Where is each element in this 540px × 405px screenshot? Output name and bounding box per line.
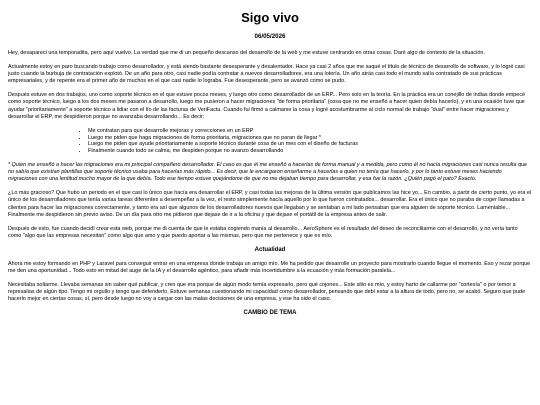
page-title: Sigo vivo	[241, 10, 299, 25]
paragraph-previous-jobs: Después estuve en dos trabajos, uno como soporte técnico en el que estuve pocos meses, y luego otro como desarrollador de un ERP... Pero solo en la teoría. En la práctica era un conejillo de indias donde empecé como soporte técnico, luego a los dos meses me pasaron a desarrollo, luego me pusieron a hacer migraciones "de forma prioritaria" (cosa que no me enseñó a hacer quien debía hacerlo), y en una ocasión tuve que ayudar "prioritariamente" a soporte técnico a lidiar con el lío de las facturas de VeriFactu. Cuando fui firmó a calmarse la cosa y logré acostumbrarme al ciclo normal de trabajo "dual" entre hacer migraciones y desarrollar el ERP, me despidieron porque no avanzaba desarrollando... Es decir:	[8, 92, 526, 121]
section-heading-cambio-de-tema: CAMBIO DE TEMA	[243, 310, 297, 317]
list-item: • Me contratan para que desarrolle mejoras y correcciones en un ERP	[88, 128, 532, 135]
footnote: * Quien me enseñó a hacer las migraciones era mi principal compañero desarrollador. El caso es que él me enseñó a hacerlas de forma manual y a medida, pero como él no hacía migraciones casi nunca resulta que no sabía que existían plantillas que soporte técnico usaba para hacerlas más rápido... Es decir, que le encargaron enseñarme a hacerlas a quien no tenía que hacerlo, y por lo tanto estuve meses haciendo migraciones con una lentitud mucho mayor de la que debía. Todo ese tiempo estuve quejándome de que no me dejaban tiempo para desarrollar, y esa fue la razón. ¿Quién pagó el pato? Exacto.	[8, 161, 528, 183]
post-date: 06/05/2026	[254, 33, 286, 40]
paragraph-venting: Necesitaba soltarme. Llevaba semanas sin saber qué publicar, y creo que era porque de algún modo temía expresarlo, pero qué cojones... Este sitio es mío, y estoy harto de callarme por "cortesía" o por temor a represalias de algún tipo. Tengo mi orgullo y tengo que defenderlo. Estuve semanas cuestionando mi capacidad como desarrollador, pensando que debí estar a la altura de todo, pero no, se acabó. Seguro que pude hacerlo mejor en ciertas cosas, sí, pero desde luego no voy a cargar con las malas decisiones de una empresa, y ese ha sido el caso.	[8, 281, 526, 303]
list-item: • Luego me piden que ayude prioritariamente a soporte técnico durante cosa de un mes con el diseño de facturas	[88, 141, 532, 148]
paragraph-job-search: Actualmente estoy en paro buscando trabajo como desarrollador, y está siendo bastante desesperante y desalentador. Hace ya casi 2 años que me saqué el título de técnico de desarrollo de software, y lo logré casi justo cuando la burbuja de contratación explotó. De un año para otro, casi nadie podía contratar a nuevos desarrolladores, era una lotería. Un año atrás casi todo el mundo salía contratado de sus prácticas empresariales, y de repente era el primer año de muchos en el que casi nadie lo lograba. Fue desesperante, pero se avanzó como se pudo.	[8, 63, 525, 85]
paragraph-training: Ahora me estoy formando en PHP y Laravel para conseguir entrar en una empresa donde trabaja un amigo mío. Me ha pedido que desarrolle un proyecto para mostrarlo cuando llegue el momento. Eso y rezar porque me den una oportunidad... Todo esto en mitad del auge de la IA y el desarrollo agéntico, para añadir más incertidumbre a la ecuación y más formación paralela...	[8, 260, 531, 275]
paragraph-funny-part: ¿Lo más gracioso? Que hubo un periodo en el que casi lo único que hacía era desarrollar el ERP, y casi todas las mejoras de la última versión que publicamos las hice yo... En cambio, a partir de cierto punto, yo era el único de los desarrolladores que tenía varias tareas diferentes a desempeñar a la vez, el resto simplemente hacía aquello por lo que fueron contratados... desarrollar. Era el único que no paraba de coger llamadas a clientes para hacer las migraciones correctamente, y tanto era así que algunos de los desarrolladores nuevos que llegaban y se sentaban a mi lado pensaban que era alguien de soporte técnico. Lamentable... Finalmente me despidieron sin previo aviso. De un día para otro me pidieron que dejase de ir a la oficina y que dejase el portátil de la empresa antes de salir.	[8, 189, 532, 218]
paragraph-intro: Hey, desapareci una temporadita, pero aquí vuelvo. La verdad que me di un pequeño descanso del desarrollo de la web y me estuve centrando en otras cosas. Daré algo de contexto de la situación.	[8, 50, 485, 56]
list-item: • Luego me piden que haga migraciones de forma prioritaria, migraciones que no paran de llegar *	[88, 135, 532, 142]
section-heading-actualidad: Actualidad	[254, 246, 286, 253]
summary-list	[8, 128, 532, 155]
paragraph-website-origin: Después de esto, fue cuando decidí crear esta web, porque me di cuenta de que le estaba cogiendo manía al desarrollo... AeroSphere es el resultado del deseo de reconciliarme con el desarrollo, y no vería tanto como "algo que las empresas necesitan" como algo que amo y que puedo aportar a las mismas, pero que me pertenece y que es mío.	[8, 225, 518, 239]
list-item: • Finalmente cuando todo se calma, me despiden porque no avanzo desarrollando	[88, 148, 532, 155]
